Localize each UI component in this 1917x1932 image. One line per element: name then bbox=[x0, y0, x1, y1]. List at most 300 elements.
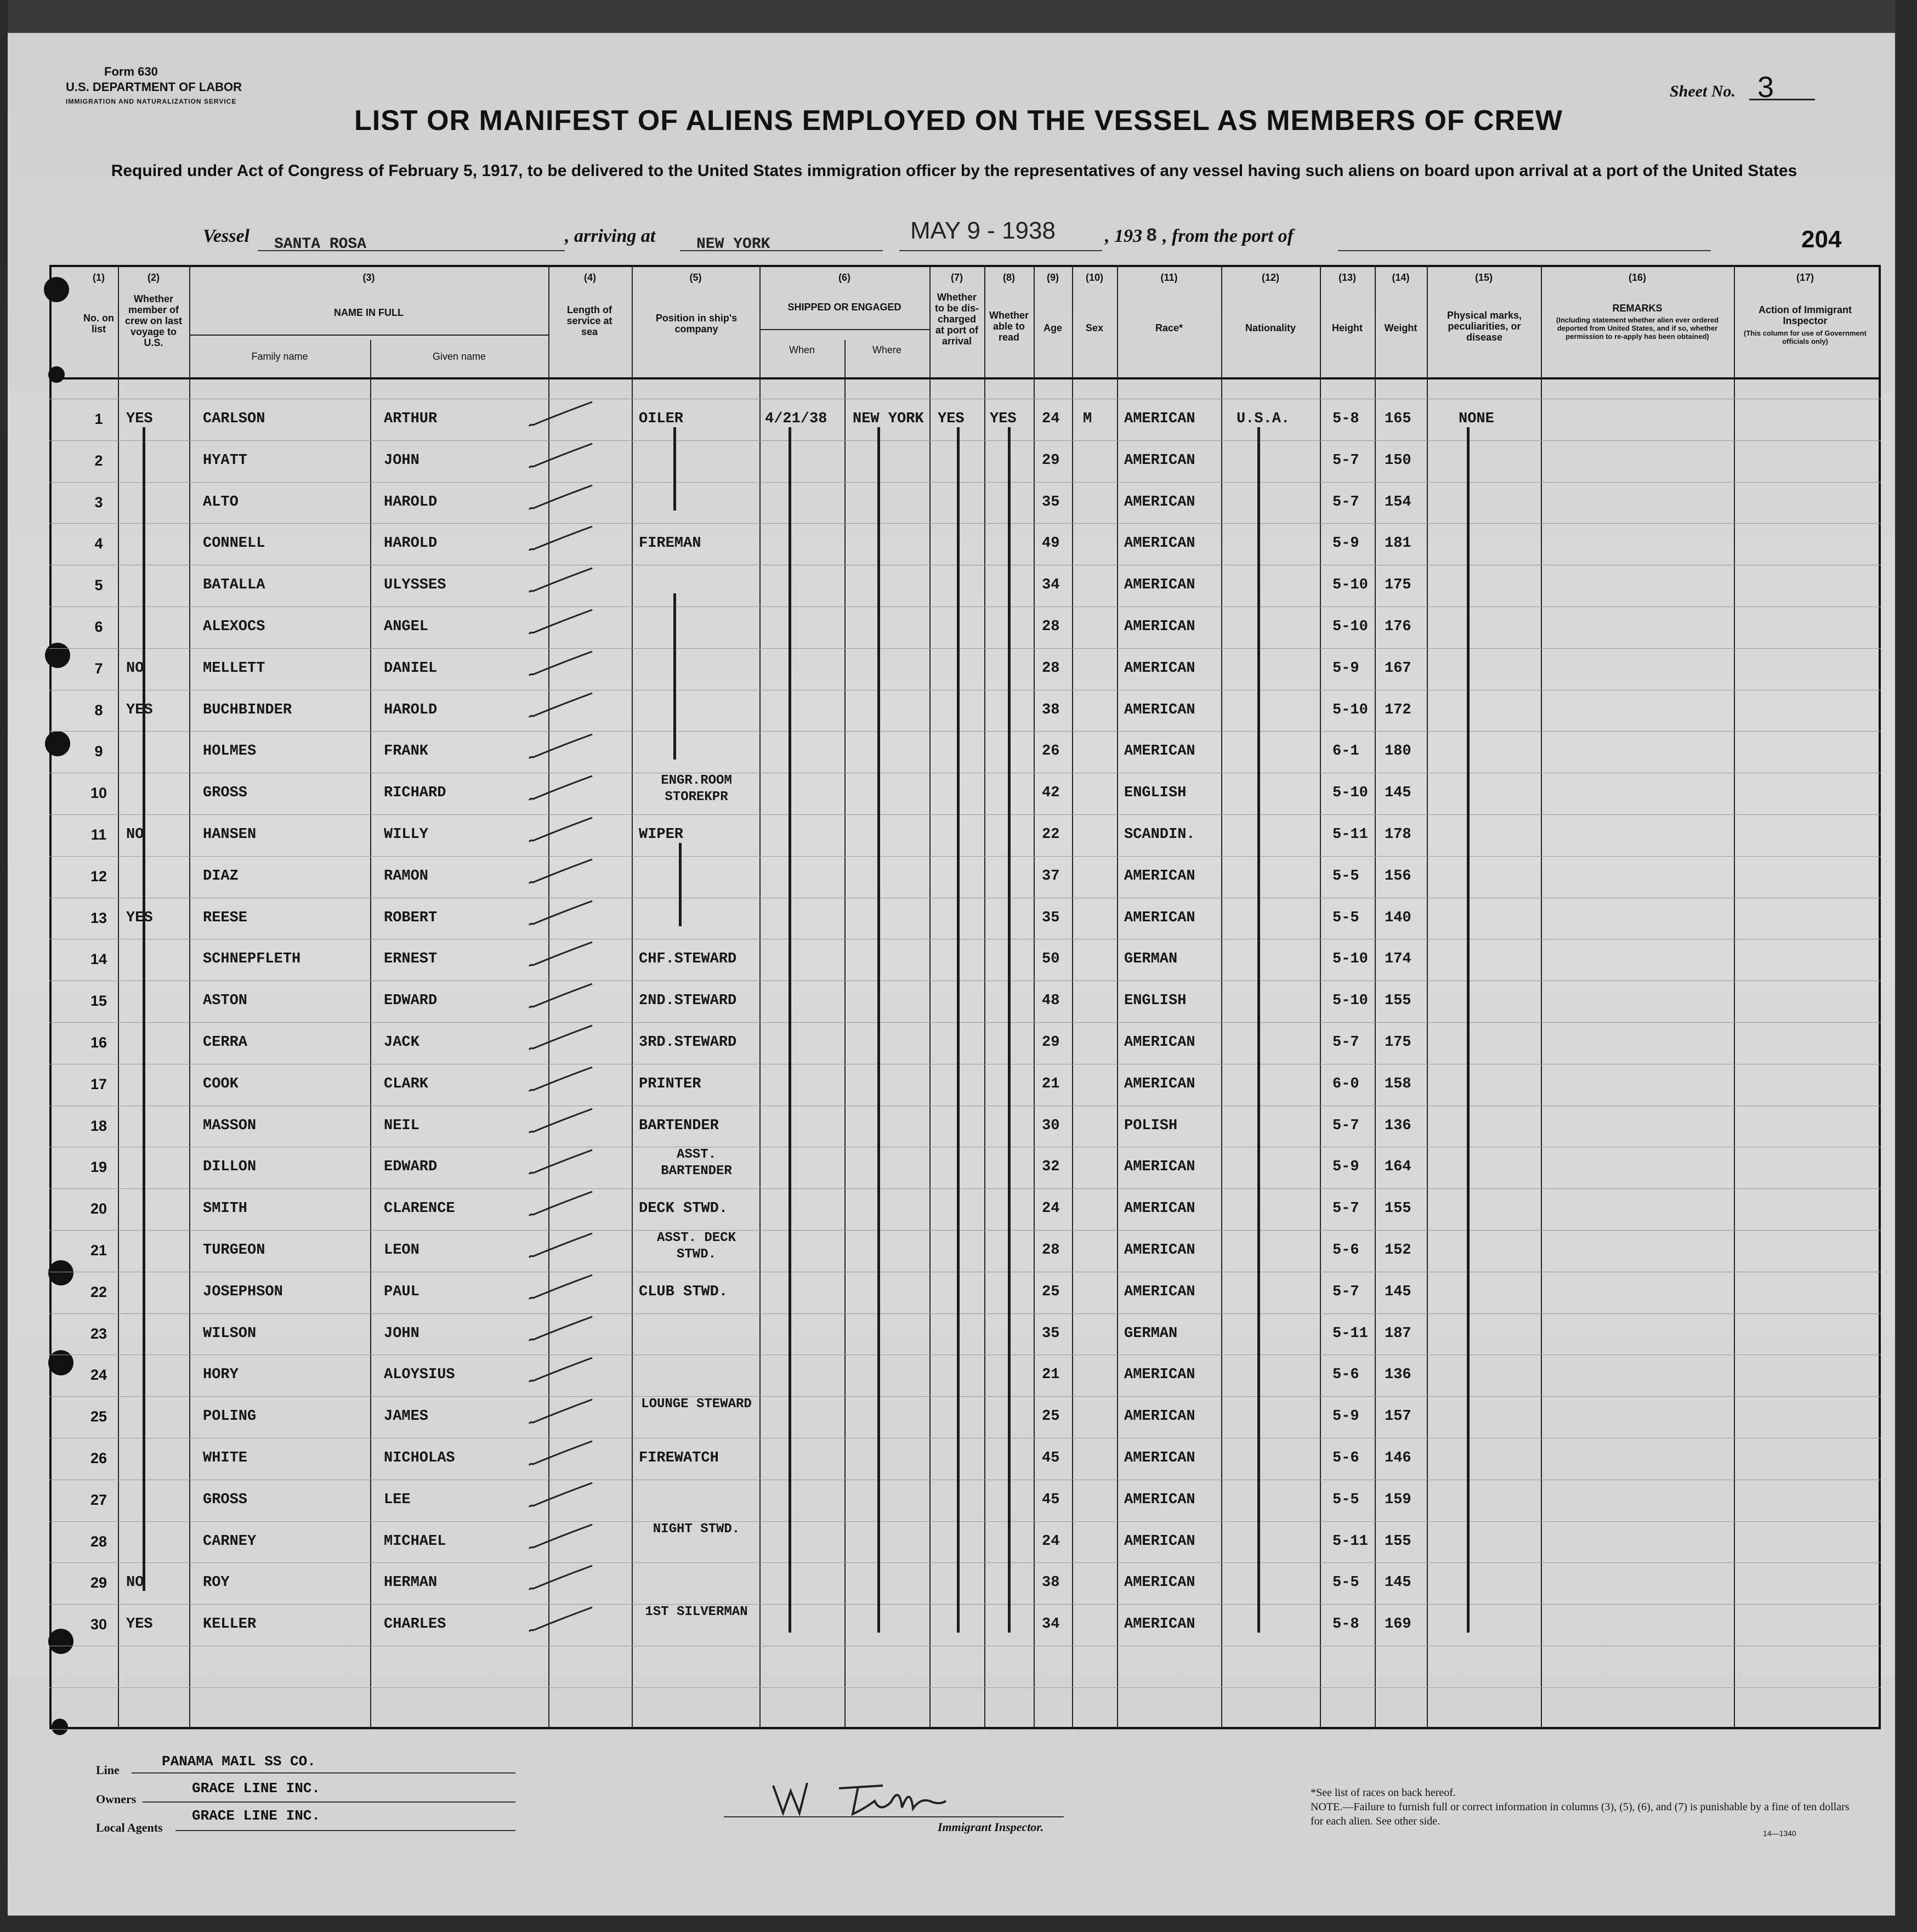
cell-age: 48 bbox=[1042, 993, 1060, 1010]
cell-height: 5-9 bbox=[1332, 1408, 1359, 1425]
cell-position: LOUNGE STEWARD bbox=[641, 1397, 752, 1412]
department-name: U.S. DEPARTMENT OF LABOR bbox=[66, 80, 242, 94]
row-rule bbox=[49, 1521, 1881, 1522]
row-number: 5 bbox=[94, 577, 103, 594]
service-check-mark bbox=[526, 522, 603, 555]
service-check-mark bbox=[526, 1021, 603, 1054]
cell-position: 1ST SILVERMAN bbox=[645, 1605, 748, 1620]
column-divider bbox=[984, 265, 985, 1729]
cell-race: AMERICAN bbox=[1124, 1450, 1195, 1466]
cell-weight: 140 bbox=[1385, 909, 1411, 926]
ditto-mark bbox=[957, 427, 960, 1633]
cell-weight: 165 bbox=[1385, 411, 1411, 427]
cell-position: DECK STWD. bbox=[639, 1200, 728, 1217]
row-rule bbox=[49, 856, 1881, 857]
cell-position: CHF.STEWARD bbox=[639, 951, 737, 968]
cell-position: FIREMAN bbox=[639, 535, 701, 552]
row-rule bbox=[49, 440, 1881, 441]
service-check-mark bbox=[526, 605, 603, 638]
col6-label: SHIPPED OR ENGAGED bbox=[787, 302, 901, 313]
page-title: LIST OR MANIFEST OF ALIENS EMPLOYED ON THE VESSEL AS MEMBERS OF CREW bbox=[354, 105, 1563, 137]
inspector-signature bbox=[757, 1775, 954, 1818]
col15-label: Physical marks, peculiarities, or disease bbox=[1447, 310, 1522, 343]
cell-weight: 136 bbox=[1385, 1367, 1411, 1384]
cell-family: CONNELL bbox=[203, 535, 265, 552]
row-rule bbox=[49, 648, 1881, 649]
cell-given: EDWARD bbox=[384, 1159, 438, 1176]
service-check-mark bbox=[526, 439, 603, 472]
column-divider bbox=[929, 265, 931, 1729]
service-check-mark bbox=[526, 772, 603, 804]
cell-given: HERMAN bbox=[384, 1574, 438, 1591]
cell-given: WILLY bbox=[384, 826, 429, 843]
inspector-line bbox=[724, 1816, 1064, 1817]
service-check-mark bbox=[526, 1395, 603, 1428]
row-number: 12 bbox=[90, 868, 107, 885]
col16-label: REMARKS bbox=[1612, 303, 1663, 314]
cell-crew: YES bbox=[126, 909, 153, 926]
cell-age: 34 bbox=[1042, 577, 1060, 594]
cell-weight: 167 bbox=[1385, 660, 1411, 677]
ditto-mark bbox=[1257, 427, 1260, 1633]
col10-label: Sex bbox=[1085, 322, 1104, 333]
cell-read: YES bbox=[990, 411, 1017, 427]
row-number: 2 bbox=[94, 452, 103, 469]
cell-family: SMITH bbox=[203, 1200, 248, 1217]
cell-family: ROY bbox=[203, 1574, 230, 1591]
row-rule bbox=[49, 1188, 1881, 1189]
cell-discharged: YES bbox=[938, 411, 965, 427]
service-check-mark bbox=[526, 1520, 603, 1553]
col4-number: (4) bbox=[584, 272, 596, 283]
col13-label: Height bbox=[1332, 322, 1363, 333]
ditto-mark bbox=[143, 427, 145, 1591]
cell-age: 50 bbox=[1042, 951, 1060, 968]
service-check-mark bbox=[526, 481, 603, 514]
table-header-rule bbox=[49, 377, 1881, 379]
col14-label: Weight bbox=[1384, 322, 1417, 333]
cell-weight: 145 bbox=[1385, 1574, 1411, 1591]
cell-age: 45 bbox=[1042, 1450, 1060, 1466]
cell-height: 5-5 bbox=[1332, 1574, 1359, 1591]
cell-family: CARLSON bbox=[203, 411, 265, 427]
cell-weight: 169 bbox=[1385, 1616, 1411, 1633]
cell-race: POLISH bbox=[1124, 1117, 1178, 1134]
cell-given: ULYSSES bbox=[384, 577, 446, 594]
col17-label: Action of Immigrant Inspector bbox=[1759, 304, 1852, 326]
cell-age: 49 bbox=[1042, 535, 1060, 552]
cell-family: DIAZ bbox=[203, 868, 239, 885]
cell-race: AMERICAN bbox=[1124, 1200, 1195, 1217]
cell-position: 3RD.STEWARD bbox=[639, 1034, 737, 1051]
cell-position: ASST. BARTENDER bbox=[661, 1147, 732, 1179]
cell-family: ASTON bbox=[203, 993, 248, 1010]
col9-number: (9) bbox=[1047, 272, 1059, 283]
service-check-mark bbox=[526, 1229, 603, 1262]
cell-age: 45 bbox=[1042, 1491, 1060, 1508]
cell-family: HORY bbox=[203, 1367, 239, 1384]
row-rule bbox=[49, 1313, 1881, 1314]
col6-number: (6) bbox=[838, 272, 850, 283]
service-check-mark bbox=[526, 1437, 603, 1470]
cell-height: 5-10 bbox=[1332, 619, 1368, 635]
cell-age: 32 bbox=[1042, 1159, 1060, 1176]
cell-age: 24 bbox=[1042, 1200, 1060, 1217]
cell-weight: 155 bbox=[1385, 1533, 1411, 1550]
cell-position: WIPER bbox=[639, 826, 684, 843]
form-number: Form 630 bbox=[104, 65, 158, 78]
cell-given: JAMES bbox=[384, 1408, 429, 1425]
owners-label: Owners bbox=[96, 1792, 137, 1806]
cell-age: 25 bbox=[1042, 1283, 1060, 1300]
col15-number: (15) bbox=[1474, 272, 1493, 283]
cell-given: DANIEL bbox=[384, 660, 438, 677]
cell-race: AMERICAN bbox=[1124, 1616, 1195, 1633]
sheet-label: Sheet No. bbox=[1670, 82, 1735, 100]
page-subtitle: Required under Act of Congress of February 5, 1917, to be delivered to the United States immigration officer by the representatives of any vessel having such aliens on board upon arrival at a port of the United States bbox=[111, 162, 1797, 180]
cell-height: 5-6 bbox=[1332, 1450, 1359, 1466]
cell-race: AMERICAN bbox=[1124, 494, 1195, 511]
cell-nationality: U.S.A. bbox=[1237, 411, 1290, 427]
cell-height: 5-6 bbox=[1332, 1367, 1359, 1384]
cell-given: ARTHUR bbox=[384, 411, 438, 427]
cell-family: JOSEPHSON bbox=[203, 1283, 283, 1300]
cell-weight: 157 bbox=[1385, 1408, 1411, 1425]
cell-height: 5-7 bbox=[1332, 1034, 1359, 1051]
cell-race: AMERICAN bbox=[1124, 1283, 1195, 1300]
cell-family: BUCHBINDER bbox=[203, 701, 292, 718]
col6-where-label: Where bbox=[872, 344, 901, 355]
cell-race: AMERICAN bbox=[1124, 868, 1195, 885]
ditto-mark bbox=[877, 427, 880, 1633]
year-fill: 8 bbox=[1146, 226, 1158, 247]
cell-age: 38 bbox=[1042, 701, 1060, 718]
cell-race: AMERICAN bbox=[1124, 909, 1195, 926]
service-check-mark bbox=[526, 730, 603, 763]
row-number: 20 bbox=[90, 1200, 107, 1217]
cell-family: HYATT bbox=[203, 452, 248, 469]
row-rule bbox=[49, 482, 1881, 483]
cell-age: 34 bbox=[1042, 1616, 1060, 1633]
ditto-mark bbox=[1008, 427, 1011, 1633]
row-rule bbox=[49, 1687, 1881, 1688]
cell-weight: 159 bbox=[1385, 1491, 1411, 1508]
cell-height: 5-8 bbox=[1332, 1616, 1359, 1633]
row-number: 16 bbox=[90, 1034, 107, 1051]
line-rule bbox=[132, 1772, 515, 1774]
vessel-name: SANTA ROSA bbox=[274, 236, 367, 253]
row-rule bbox=[49, 1604, 1881, 1605]
cell-family: GROSS bbox=[203, 785, 248, 802]
line-value: PANAMA MAIL SS CO. bbox=[162, 1753, 316, 1770]
cell-race: AMERICAN bbox=[1124, 701, 1195, 718]
subheader-rule bbox=[759, 329, 929, 330]
col7-number: (7) bbox=[951, 272, 963, 283]
cell-crew: YES bbox=[126, 1616, 153, 1633]
cell-height: 5-5 bbox=[1332, 868, 1359, 885]
cell-age: 42 bbox=[1042, 785, 1060, 802]
cell-given: CLARENCE bbox=[384, 1200, 455, 1217]
cell-weight: 172 bbox=[1385, 701, 1411, 718]
cell-given: JACK bbox=[384, 1034, 419, 1051]
service-check-mark bbox=[526, 1561, 603, 1594]
cell-height: 5-11 bbox=[1332, 1325, 1368, 1342]
sheet-number: 3 bbox=[1757, 71, 1774, 104]
row-number: 11 bbox=[90, 826, 107, 843]
cell-age: 38 bbox=[1042, 1574, 1060, 1591]
cell-height: 5-5 bbox=[1332, 909, 1359, 926]
service-check-mark bbox=[526, 1353, 603, 1386]
service-check-mark bbox=[526, 813, 603, 846]
cell-race: AMERICAN bbox=[1124, 411, 1195, 427]
cell-family: ALTO bbox=[203, 494, 239, 511]
inspector-caption: Immigrant Inspector. bbox=[938, 1820, 1044, 1834]
column-divider bbox=[1117, 265, 1118, 1729]
cell-family: MELLETT bbox=[203, 660, 265, 677]
owners-value: GRACE LINE INC. bbox=[192, 1780, 321, 1797]
subheader-rule bbox=[189, 335, 548, 336]
service-check-mark bbox=[526, 1187, 603, 1220]
arriving-line bbox=[680, 250, 883, 251]
row-number: 28 bbox=[90, 1533, 107, 1550]
row-number: 18 bbox=[90, 1117, 107, 1134]
agents-label: Local Agents bbox=[96, 1821, 163, 1834]
cell-height: 5-7 bbox=[1332, 1117, 1359, 1134]
cell-given: HAROLD bbox=[384, 494, 438, 511]
cell-race: AMERICAN bbox=[1124, 1408, 1195, 1425]
col12-label: Nationality bbox=[1245, 322, 1296, 333]
cell-height: 5-10 bbox=[1332, 701, 1368, 718]
cell-crew: YES bbox=[126, 411, 153, 427]
cell-weight: 154 bbox=[1385, 494, 1411, 511]
cell-height: 6-1 bbox=[1332, 743, 1359, 760]
cell-crew: YES bbox=[126, 701, 153, 718]
ditto-mark bbox=[789, 427, 791, 1633]
corner-number: 204 bbox=[1801, 226, 1842, 253]
cell-height: 6-0 bbox=[1332, 1075, 1359, 1092]
cell-family: CARNEY bbox=[203, 1533, 257, 1550]
cell-position: ENGR.ROOM STOREKPR bbox=[661, 773, 732, 805]
cell-age: 28 bbox=[1042, 660, 1060, 677]
col9-label: Age bbox=[1043, 322, 1062, 333]
from-port-line bbox=[1338, 250, 1711, 251]
from-port-label: , from the port of bbox=[1162, 226, 1294, 246]
service-check-mark bbox=[526, 1063, 603, 1096]
row-number: 26 bbox=[90, 1450, 107, 1466]
col14-number: (14) bbox=[1392, 272, 1410, 283]
col3-label: NAME IN FULL bbox=[334, 307, 404, 318]
cell-race: ENGLISH bbox=[1124, 785, 1187, 802]
cell-race: ENGLISH bbox=[1124, 993, 1187, 1010]
row-number: 22 bbox=[90, 1283, 107, 1300]
col17-note: (This column for use of Government officials only) bbox=[1744, 329, 1867, 345]
row-number: 19 bbox=[90, 1159, 107, 1176]
cell-height: 5-9 bbox=[1332, 535, 1359, 552]
scan-right-border bbox=[1895, 0, 1917, 1932]
cell-age: 35 bbox=[1042, 1325, 1060, 1342]
cell-age: 28 bbox=[1042, 619, 1060, 635]
row-number: 27 bbox=[90, 1491, 107, 1508]
cell-race: AMERICAN bbox=[1124, 535, 1195, 552]
column-divider bbox=[189, 265, 190, 1729]
cell-given: CHARLES bbox=[384, 1616, 446, 1633]
service-check-mark bbox=[526, 1603, 603, 1636]
col7-label: Whether to be dis-charged at port of arrival bbox=[935, 292, 979, 347]
vessel-line bbox=[258, 250, 565, 251]
cell-age: 35 bbox=[1042, 909, 1060, 926]
cell-sex: M bbox=[1083, 411, 1092, 427]
cell-given: CLARK bbox=[384, 1075, 429, 1092]
col11-label: Race* bbox=[1155, 322, 1183, 333]
cell-height: 5-9 bbox=[1332, 1159, 1359, 1176]
cell-family: WILSON bbox=[203, 1325, 257, 1342]
cell-weight: 145 bbox=[1385, 785, 1411, 802]
cell-race: AMERICAN bbox=[1124, 1367, 1195, 1384]
row-number: 24 bbox=[90, 1367, 107, 1384]
cell-age: 37 bbox=[1042, 868, 1060, 885]
cell-race: AMERICAN bbox=[1124, 743, 1195, 760]
cell-weight: 152 bbox=[1385, 1242, 1411, 1259]
service-check-mark bbox=[526, 1312, 603, 1345]
cell-height: 5-6 bbox=[1332, 1242, 1359, 1259]
column-divider bbox=[1320, 265, 1321, 1729]
ditto-mark bbox=[673, 593, 676, 760]
col17-number: (17) bbox=[1796, 272, 1814, 283]
cell-age: 29 bbox=[1042, 1034, 1060, 1051]
cell-given: ANGEL bbox=[384, 619, 429, 635]
cell-given: PAUL bbox=[384, 1283, 419, 1300]
cell-given: FRANK bbox=[384, 743, 429, 760]
cell-weight: 175 bbox=[1385, 577, 1411, 594]
cell-crew: NO bbox=[126, 1574, 144, 1591]
cell-race: GERMAN bbox=[1124, 1325, 1178, 1342]
cell-given: HAROLD bbox=[384, 535, 438, 552]
column-divider bbox=[1072, 265, 1073, 1729]
col1-label: No. on list bbox=[83, 313, 114, 335]
cell-weight: 164 bbox=[1385, 1159, 1411, 1176]
row-number: 15 bbox=[90, 993, 107, 1010]
column-divider bbox=[1034, 265, 1035, 1729]
row-number: 25 bbox=[90, 1408, 107, 1425]
col8-number: (8) bbox=[1003, 272, 1015, 283]
service-check-mark bbox=[526, 689, 603, 722]
service-check-mark bbox=[526, 398, 603, 430]
col13-number: (13) bbox=[1338, 272, 1356, 283]
col3-number: (3) bbox=[362, 272, 375, 283]
cell-position: BARTENDER bbox=[639, 1117, 719, 1134]
cell-weight: 187 bbox=[1385, 1325, 1411, 1342]
print-code: 14—1340 bbox=[1763, 1829, 1796, 1838]
sheet-number-line bbox=[1749, 99, 1815, 100]
cell-age: 24 bbox=[1042, 1533, 1060, 1550]
cell-height: 5-7 bbox=[1332, 1200, 1359, 1217]
cell-race: AMERICAN bbox=[1124, 1159, 1195, 1176]
cell-height: 5-7 bbox=[1332, 452, 1359, 469]
scan-top-border bbox=[0, 0, 1917, 33]
cell-height: 5-11 bbox=[1332, 1533, 1368, 1550]
cell-weight: 156 bbox=[1385, 868, 1411, 885]
service-name: IMMIGRATION AND NATURALIZATION SERVICE bbox=[66, 98, 237, 105]
col12-number: (12) bbox=[1261, 272, 1279, 283]
service-check-mark bbox=[526, 938, 603, 971]
cell-position: OILER bbox=[639, 411, 684, 427]
column-divider bbox=[632, 265, 633, 1729]
cell-race: AMERICAN bbox=[1124, 1242, 1195, 1259]
cell-weight: 180 bbox=[1385, 743, 1411, 760]
cell-given: LEON bbox=[384, 1242, 419, 1259]
row-number: 6 bbox=[94, 619, 103, 635]
cell-age: 24 bbox=[1042, 411, 1060, 427]
row-number: 30 bbox=[90, 1616, 107, 1633]
cell-position: 2ND.STEWARD bbox=[639, 993, 737, 1010]
col4-label: Length of service at sea bbox=[566, 304, 612, 337]
col8-label: Whether able to read bbox=[989, 310, 1029, 343]
arrival-date: MAY 9 - 1938 bbox=[910, 217, 1056, 244]
row-number: 3 bbox=[94, 494, 103, 511]
ditto-mark bbox=[679, 843, 682, 926]
col3-family-label: Family name bbox=[251, 351, 308, 362]
cell-position: NIGHT STWD. bbox=[653, 1521, 740, 1537]
row-number: 1 bbox=[94, 411, 103, 427]
cell-race: SCANDIN. bbox=[1124, 826, 1195, 843]
col6-when-label: When bbox=[789, 344, 815, 355]
row-rule bbox=[49, 1562, 1881, 1563]
cell-race: AMERICAN bbox=[1124, 577, 1195, 594]
col5-number: (5) bbox=[689, 272, 702, 283]
column-divider bbox=[1375, 265, 1376, 1729]
cell-age: 22 bbox=[1042, 826, 1060, 843]
row-number: 29 bbox=[90, 1574, 107, 1591]
arriving-label: , arriving at bbox=[565, 226, 656, 246]
col5-label: Position in ship's company bbox=[655, 313, 738, 335]
cell-family: GROSS bbox=[203, 1491, 248, 1508]
cell-crew: NO bbox=[126, 660, 144, 677]
cell-age: 26 bbox=[1042, 743, 1060, 760]
col3-given-label: Given name bbox=[432, 351, 486, 362]
cell-height: 5-10 bbox=[1332, 951, 1368, 968]
row-number: 7 bbox=[94, 660, 103, 677]
col2-label: Whether member of crew on last voyage to U.S. bbox=[124, 293, 183, 348]
row-number: 8 bbox=[94, 701, 103, 718]
cell-race: GERMAN bbox=[1124, 951, 1178, 968]
row-number: 14 bbox=[90, 951, 107, 968]
cell-position: ASST. DECK STWD. bbox=[656, 1231, 736, 1262]
service-check-mark bbox=[526, 855, 603, 888]
cell-race: AMERICAN bbox=[1124, 1491, 1195, 1508]
owners-rule bbox=[143, 1801, 515, 1803]
cell-weight: 176 bbox=[1385, 619, 1411, 635]
races-note: *See list of races on back hereof. bbox=[1311, 1787, 1456, 1799]
col10-number: (10) bbox=[1085, 272, 1103, 283]
row-rule bbox=[49, 814, 1881, 815]
footer-note bbox=[1311, 1786, 1859, 1828]
row-rule bbox=[49, 731, 1881, 732]
cell-given: JOHN bbox=[384, 452, 419, 469]
cell-age: 35 bbox=[1042, 494, 1060, 511]
cell-race: AMERICAN bbox=[1124, 452, 1195, 469]
cell-height: 5-10 bbox=[1332, 785, 1368, 802]
service-check-mark bbox=[526, 1104, 603, 1137]
cell-where: NEW YORK bbox=[853, 411, 924, 427]
agents-value: GRACE LINE INC. bbox=[192, 1808, 321, 1824]
cell-weight: 145 bbox=[1385, 1283, 1411, 1300]
column-divider bbox=[1541, 265, 1542, 1729]
cell-family: COOK bbox=[203, 1075, 239, 1092]
row-rule bbox=[49, 1022, 1881, 1023]
service-check-mark bbox=[526, 897, 603, 930]
manifest-table bbox=[49, 265, 1881, 1729]
cell-position: FIREWATCH bbox=[639, 1450, 719, 1466]
